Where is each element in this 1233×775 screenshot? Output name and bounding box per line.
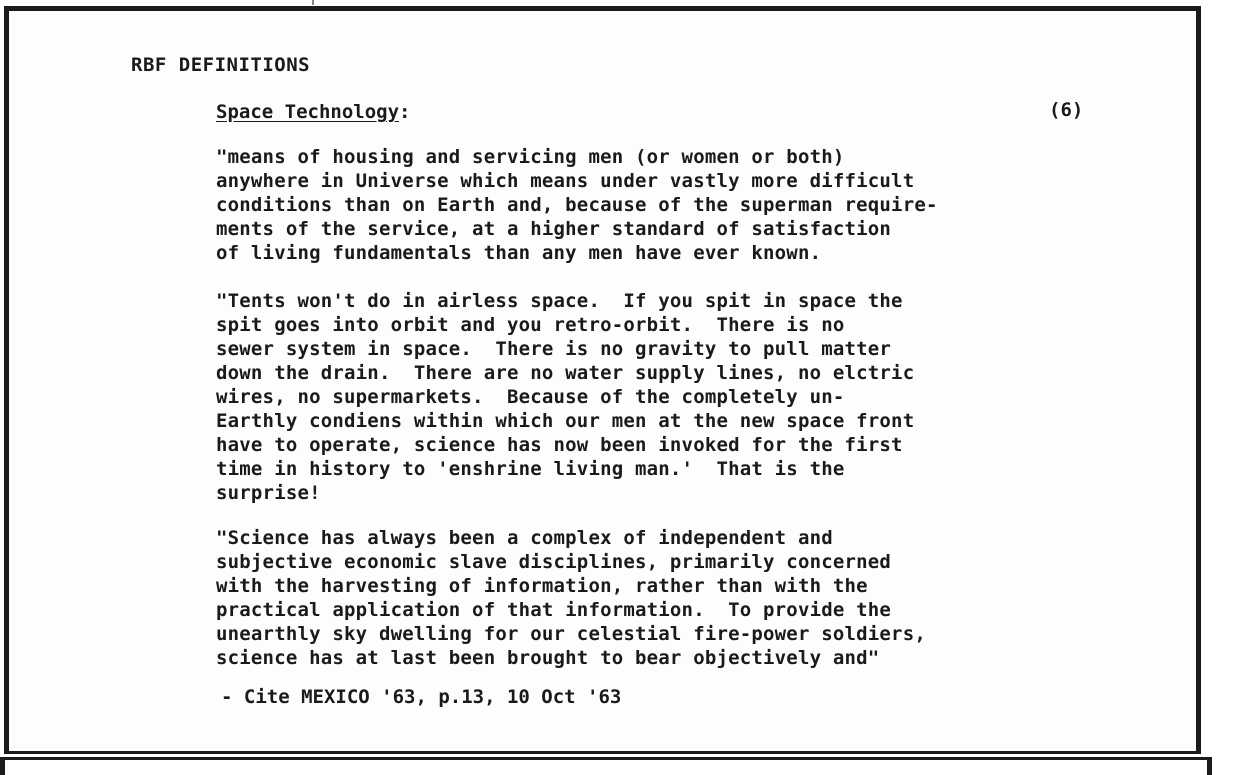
definition-term-text: Space Technology xyxy=(216,101,400,123)
definition-term-colon: : xyxy=(399,101,411,123)
paragraph-2: "Tents won't do in airless space. If you spit in space the spit goes into orbit and you retro-orbit. There is no sewer system in space. There is no gravity to pull matter down the drain. There are no water supply lines, no elctric wires, no supermarkets. Because of the completely un- Earthly condiens within which our men at the new space front have to operate, science has now been invoked for the first time in history to 'enshrine living man.' That is the surprise! xyxy=(216,290,915,504)
citation: - Cite MEXICO '63, p.13, 10 Oct '63 xyxy=(221,686,622,708)
bottom-border xyxy=(0,757,1212,775)
document-header: RBF DEFINITIONS xyxy=(131,54,311,76)
page-number: (6) xyxy=(1049,99,1084,121)
scan-mark xyxy=(312,0,314,5)
paragraph-3: "Science has always been a complex of independent and subjective economic slave disciplines, primarily concerned with the harvesting of information, rather than with the practical application of that information. To provide the unearthly sky dwelling for our celestial fire-power soldiers, science has at last been brought to bear objectively and" xyxy=(216,527,926,669)
paragraph-1: "means of housing and servicing men (or women or both) anywhere in Universe which means under vastly more difficult conditions than on Earth and, because of the superman require- ments of the service, at a higher standard of satisfaction of living fundamentals than any men have ever known. xyxy=(216,146,938,264)
definition-term xyxy=(216,101,410,123)
